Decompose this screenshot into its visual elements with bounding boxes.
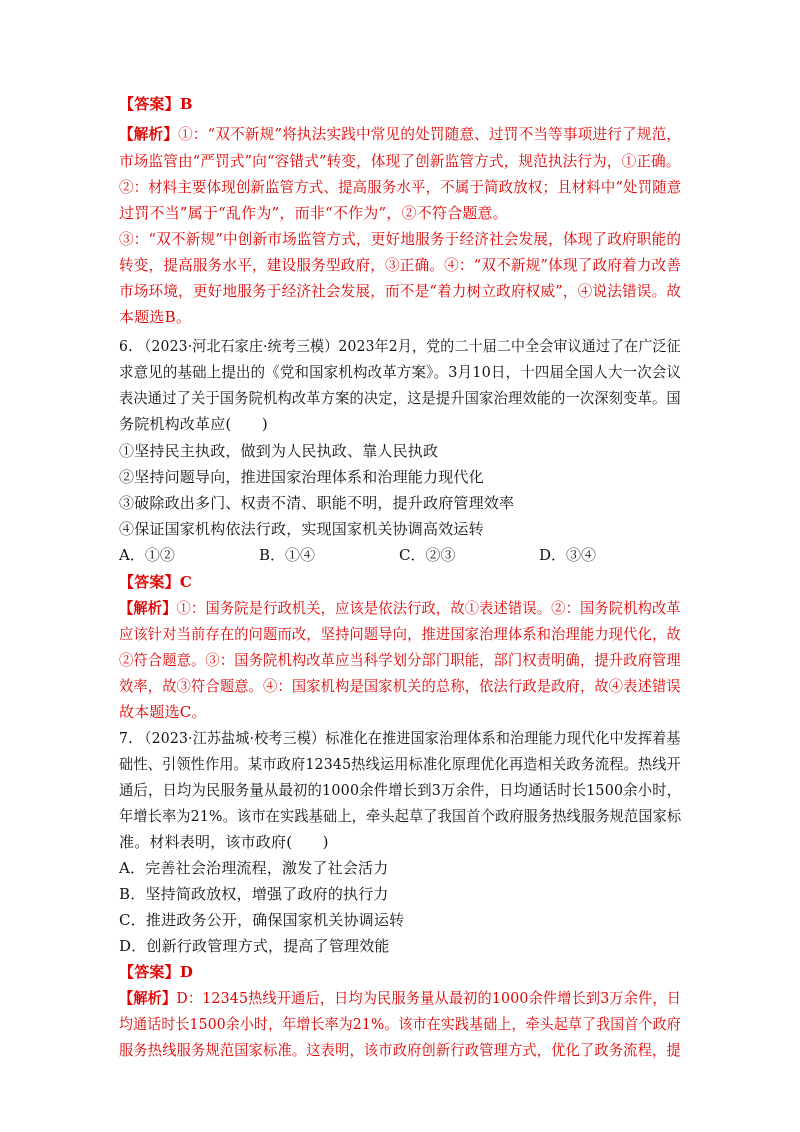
q7-stem-5: 准。材料表明，该市政府( ) <box>119 833 329 851</box>
q7-analysis-text-2: 均通话时长1500余小时，年增长率为21%。该市在实践基础上，牵头起草了我国首个政府 <box>119 1015 681 1033</box>
q5-analysis-text-7: 市场环境，更好地服务于经济社会发展，而不是“着力树立政府权威”，④说法错误。故 <box>119 282 682 300</box>
q6-stem-2: 求意见的基础上提出的《党和国家机构改革方案》。3月10日，十四届全国人大一次会议 <box>119 363 682 381</box>
q5-answer-label: 【答案】 <box>119 95 180 113</box>
q6-item-1: ①坚持民主执政，做到为人民执政、靠人民执政 <box>119 442 439 460</box>
q6-option-c: C．②③ <box>399 546 456 564</box>
q5-analysis-text-6: 转变，提高服务水平，建设服务型政府，③正确。④：“双不新规”体现了政府着力改善 <box>119 256 682 274</box>
q7-answer-value: D <box>179 963 194 981</box>
q6-analysis-label: 【解析】 <box>119 599 177 617</box>
q6-analysis-text-4: 效率，故③符合题意。④：国家机构是国家机关的总称，依法行政是政府，故④表述错误 <box>119 677 681 695</box>
q7-stem-1: 7. （2023·江苏盐城·校考三模）标准化在推进国家治理体系和治理能力现代化中发挥着基 <box>119 729 681 747</box>
q6-analysis-text-5: 故本题选C。 <box>119 703 207 721</box>
q7-analysis-line-1 <box>119 988 681 1008</box>
q6-analysis-text-3: ②符合题意。③：国务院机构改革应当科学划分部门职能，部门权责明确，提升政府管理 <box>119 651 681 669</box>
q6-option-b: B．①④ <box>259 546 316 564</box>
q7-answer-line <box>119 962 193 982</box>
q6-analysis-text-2: 应该针对当前存在的问题而改，坚持问题导向，推进国家治理体系和治理能力现代化，故 <box>119 625 681 643</box>
q6-option-d: D．③④ <box>539 546 597 564</box>
q6-item-3: ③破除政出多门、权责不清、职能不明，提升政府管理效率 <box>119 494 515 512</box>
q6-analysis-line-1 <box>119 598 681 618</box>
q7-option-d: D．创新行政管理方式，提高了管理效能 <box>119 937 390 955</box>
q6-item-4: ④保证国家机构依法行政，实现国家机关协调高效运转 <box>119 520 484 538</box>
q5-analysis-line-1 <box>119 124 681 144</box>
q6-stem-1: 6. （2023·河北石家庄·统考三模）2023年2月，党的二十届二中全会审议通过了在广泛征 <box>119 337 681 355</box>
q7-analysis-text-1: D：12345热线开通后，日均为民服务量从最初的1000余件增长到3万余件，日 <box>176 989 682 1007</box>
q6-answer-label: 【答案】 <box>119 573 180 591</box>
q6-item-2: ②坚持问题导向，推进国家治理体系和治理能力现代化 <box>119 468 484 486</box>
q7-stem-4: 年增长率为21%。该市在实践基础上，牵头起草了我国首个政府服务热线服务规范国家标 <box>119 807 682 825</box>
q7-option-b: B．坚持简政放权，增强了政府的执行力 <box>119 885 389 903</box>
q6-option-a: A．①② <box>119 546 175 564</box>
q5-analysis-label: 【解析】 <box>119 125 179 143</box>
q7-answer-label: 【答案】 <box>119 963 180 981</box>
q5-analysis-text-4: 过罚不当”属于“乱作为”，而非“不作为”，②不符合题意。 <box>119 204 508 222</box>
q6-answer-value: C <box>179 573 192 591</box>
q6-stem-4: 务院机构改革应( ) <box>119 415 268 433</box>
q5-answer-value: B <box>179 95 193 113</box>
q5-analysis-text-3: ②：材料主要体现创新监管方式、提高服务水平，不属于简政放权；且材料中“处罚随意 <box>119 178 682 196</box>
q5-analysis-text-2: 市场监管由“严罚式”向“容错式”转变，体现了创新监管方式，规范执法行为，①正确。 <box>119 152 681 170</box>
q7-stem-3: 通后，日均为民服务量从最初的1000余件增长到3万余件，日均通话时长1500余小时， <box>119 781 682 799</box>
q6-answer-line <box>119 572 192 592</box>
q5-answer-line <box>119 94 193 114</box>
q6-stem-3: 表决通过了关于国务院机构改革方案的决定，这是提升国家治理效能的一次深刻变革。国 <box>119 389 681 407</box>
q5-analysis-text-1: ①：“双不新规”将执法实践中常见的处罚随意、过罚不当等事项进行了规范， <box>178 125 682 143</box>
q7-analysis-text-3: 服务热线服务规范国家标准。这表明，该市政府创新行政管理方式，优化了政务流程，提 <box>119 1041 681 1059</box>
q7-analysis-label: 【解析】 <box>119 989 177 1007</box>
q6-analysis-text-1: ①：国务院是行政机关，应该是依法行政，故①表述错误。②：国务院机构改革 <box>176 599 681 617</box>
q5-analysis-text-8: 本题选B。 <box>119 308 192 326</box>
q5-analysis-text-5: ③：“双不新规”中创新市场监管方式，更好地服务于经济社会发展，体现了政府职能的 <box>119 230 682 248</box>
q7-option-c: C．推进政务公开，确保国家机关协调运转 <box>119 911 405 929</box>
q7-option-a: A．完善社会治理流程，激发了社会活力 <box>119 859 389 877</box>
q7-stem-2: 础性、引领性作用。某市政府12345热线运用标准化原理优化再造相关政务流程。热线开 <box>119 755 681 773</box>
